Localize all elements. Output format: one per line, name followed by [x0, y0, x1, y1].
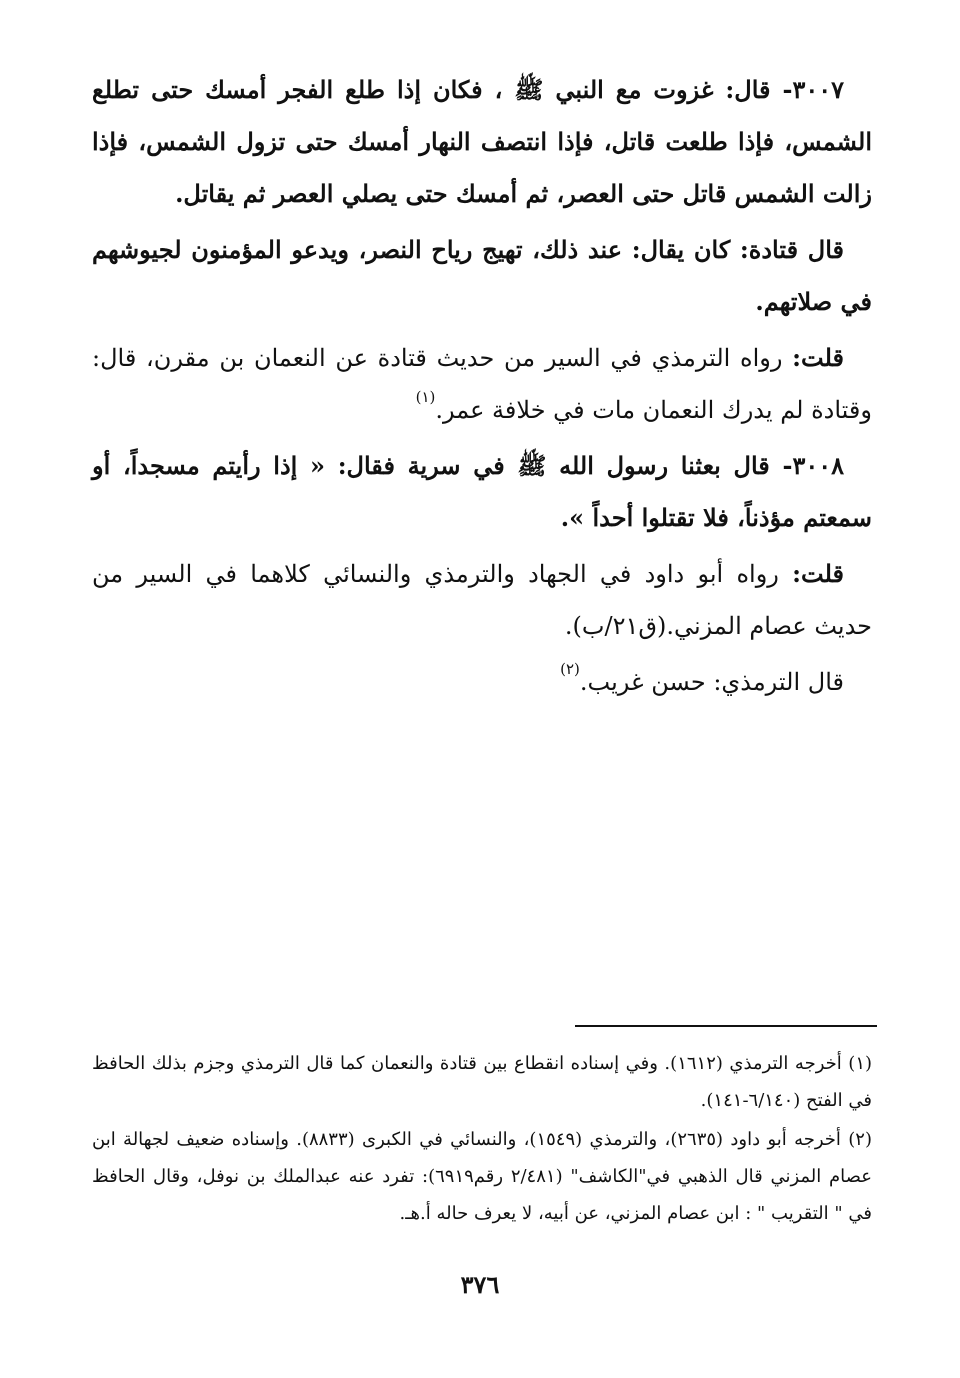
commentary-3007-text: رواه الترمذي في السير من حديث قتادة عن النعمان بن مقرن، قال: وقتادة لم يدرك النعمان مات في خلافة عمر. [92, 344, 872, 424]
footnote-1: (١) أخرجه الترمذي (١٦١٢). وفي إسناده انقطاع بين قتادة والنعمان كما قال الترمذي وجزم بذلك الحافظ في الفتح (٦/١٤٠-١٤١). [92, 1053, 873, 1111]
commentary-lead: قلت: [792, 559, 844, 588]
tirmidhi-grading [92, 656, 872, 708]
commentary-3007 [92, 332, 872, 436]
commentary-3008-text: رواه أبو داود في الجهاد والترمذي والنسائي كلاهما في السير من حديث عصام المزني.(ق٢١/ب). [92, 560, 872, 640]
tirmidhi-grading-text: قال الترمذي: حسن غريب. [579, 668, 844, 696]
hadith-3007-text: ٣٠٠٧- قال: غزوت مع النبي ﷺ ، فكان إذا طلع الفجر أمسك حتى تطلع الشمس، فإذا طلعت قاتل، فإذا انتصف النهار أمسك حتى تزول الشمس، فإذا زالت الشمس قاتل حتى العصر، ثم أمسك حتى يصلي العصر ثم يقاتل. [92, 75, 872, 208]
footnote-ref-1: (١) [415, 388, 436, 406]
page-number: ٣٧٦ [460, 1270, 500, 1299]
hadith-3008-text: ٣٠٠٨- قال بعثنا رسول الله ﷺ في سرية فقال: « إذا رأيتم مسجداً، أو سمعتم مؤذناً، فلا تقتلوا أحداً ». [92, 451, 872, 532]
commentary-lead: قلت: [792, 343, 844, 372]
qatada-comment [92, 224, 872, 328]
hadith-3007 [92, 64, 872, 220]
footnote-ref-2: (٢) [560, 660, 580, 678]
qatada-comment-text: قال قتادة: كان يقال: عند ذلك، تهيج رياح النصر، ويدعو المؤمنون لجيوشهم في صلاتهم. [92, 235, 872, 316]
footnote-separator [575, 1025, 877, 1027]
hadith-3008 [92, 440, 872, 544]
commentary-3008 [92, 548, 872, 652]
footnotes [92, 1045, 872, 1234]
footnote-2: (٢) أخرجه أبو داود (٢٦٣٥)، والترمذي (١٥٤٩)، والنسائي في الكبرى (٨٨٣٣). وإسناده ضعيف لجهالة ابن عصام المزني قال الذهبي في"الكاشف" (٢/٤٨١ رقم٦٩١٩): تفرد عنه عبدالملك بن نوفل، وقال الحافظ في " التقريب " : ابن عصام المزني، عن أبيه، لا يعرف حاله أ.هـ. [92, 1129, 873, 1224]
main-text [92, 64, 872, 712]
